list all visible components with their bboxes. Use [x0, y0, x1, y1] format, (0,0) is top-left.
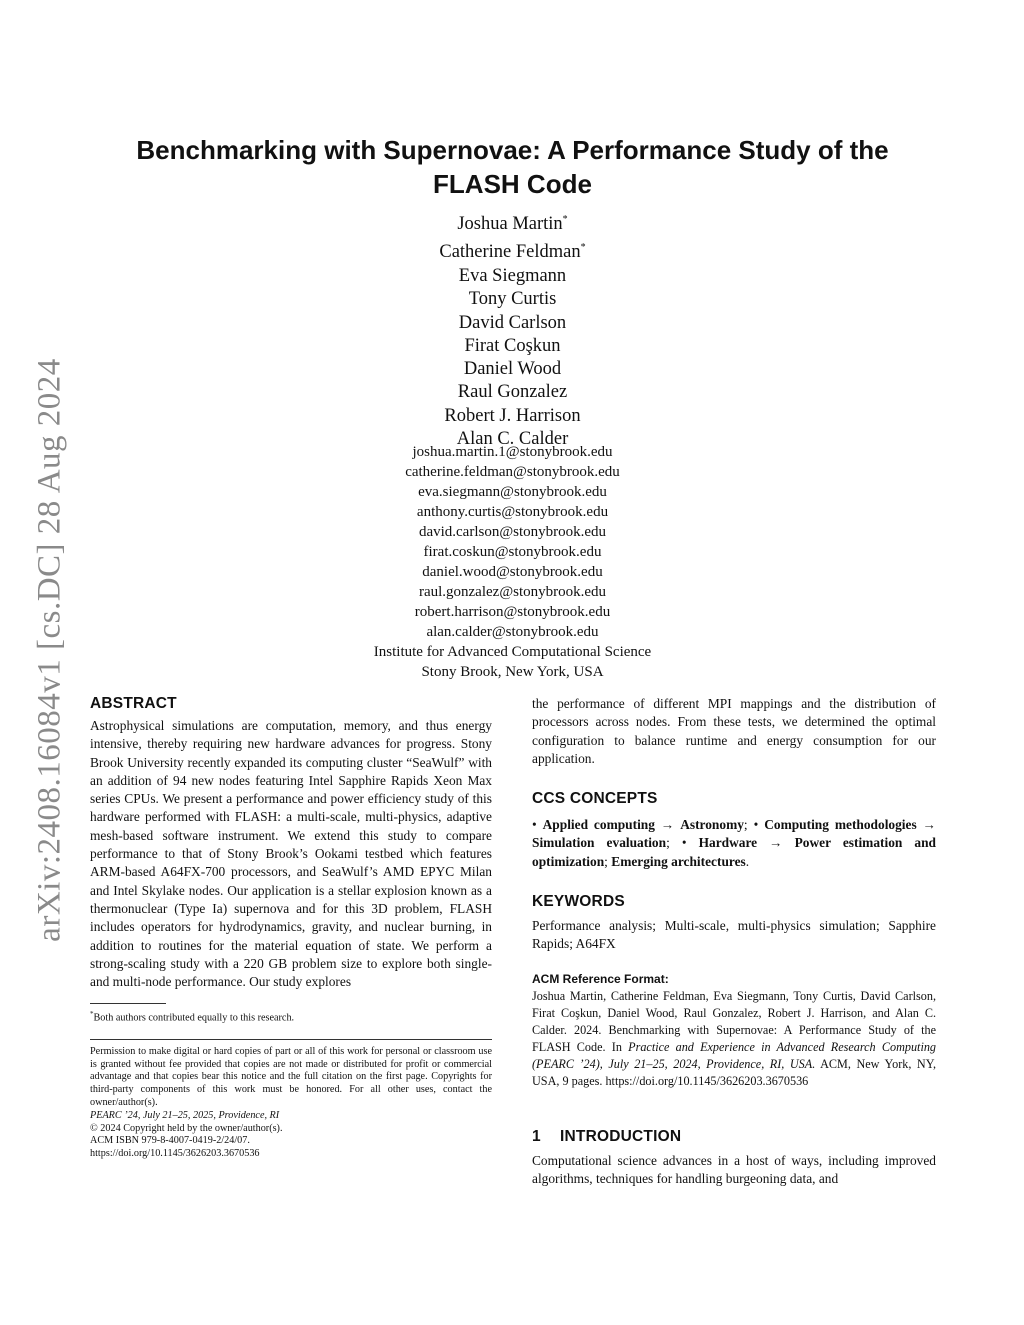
section-number: 1 — [532, 1127, 541, 1145]
author-email[interactable]: firat.coskun@stonybrook.edu — [423, 544, 602, 560]
reference-format-heading: ACM Reference Format: — [532, 971, 669, 986]
affiliation-institute: Institute for Advanced Computational Science — [373, 644, 652, 660]
author-list — [90, 208, 935, 451]
author: Daniel Wood — [463, 359, 562, 380]
footnote-mark: * — [90, 1010, 94, 1019]
author-email[interactable]: eva.siegmann@stonybrook.edu — [418, 484, 607, 500]
author: Alan C. Calder — [456, 428, 569, 449]
footnote-divider — [90, 1003, 166, 1004]
footnote — [90, 1008, 492, 1024]
paper-title — [90, 133, 935, 201]
author-email[interactable]: joshua.martin.1@stonybrook.edu — [412, 444, 613, 460]
title-line-2: FLASH Code — [433, 169, 592, 199]
reference-format-text: Joshua Martin, Catherine Feldman, Eva Siegmann, Tony Curtis, David Carlson, Firat Coşkun, Daniel Wood, Raul Gonzalez, Robert J. Harrison, and Alan C. Calder. 2024. Benchmarking with Supernovae: A Performance Study of the FLASH Code. In Practice and Experience in Advanced Research Computing (PEARC ’24), July 21–25, 2024, Providence, RI, USA. ACM, New York, NY, USA, 9 pages. https://doi.org/10.1145/3626203.3670536 — [532, 988, 937, 1088]
section-title: INTRODUCTION — [560, 1127, 682, 1145]
permission-notice: Permission to make digital or hard copies of part or all of this work for personal or classroom use is granted without fee provided that copies are not made or distributed for profit or commercial advantage and that copies bear this notice and the full citation on the first page. Copyrights for third-party components of this work must be honored. For all other uses, contact the owner/author(s). — [90, 1045, 492, 1109]
footnote-text: Both authors contributed equally to this research. — [93, 1012, 295, 1024]
email-list — [90, 442, 935, 642]
author: Joshua Martin* — [457, 214, 568, 235]
ccs-concepts: • Applied computing → Astronomy; • Computing methodologies → Simulation evaluation; • Hardware → Power estimation and optimization; Emerging architectures. — [532, 817, 936, 869]
author-email[interactable]: raul.gonzalez@stonybrook.edu — [418, 584, 607, 600]
author: Eva Siegmann — [458, 265, 567, 286]
abstract-text: Astrophysical simulations are computation, memory, and thus energy intensive, thereby requiring new hardware advances for progress. Stony Brook University recently expanded its computing cluster “SeaWulf” with an addition of 94 new nodes featuring Intel Sapphire Rapids Xeon Max series CPUs. We present a performance and power efficiency study of this hardware performed with FLASH: a multi-scale, multi-physics, adaptive mesh-based software instrument. We extend this study to compare performance to that of Stony Brook’s Ookami testbed which features ARM-based A64FX-700 processors, and SeaWulf’s AMD EPYC Milan and Intel Skylake nodes. Our application is a stellar explosion known as a thermonuclear (Type Ia) supernova and for this 3D problem, FLASH includes operators for hydrodynamics, gravity, and nuclear burning, in addition to routines for the material equation of state. We perform a strong-scaling study with a 220 GB problem size to explore both single- and multi-node performance. Our study explores — [90, 718, 492, 990]
arxiv-id: arXiv:2408.16084v1 [cs.DC] 28 Aug 2024 — [31, 358, 68, 942]
author-email[interactable]: alan.calder@stonybrook.edu — [426, 624, 599, 640]
doi-link[interactable]: https://doi.org/10.1145/3626203.3670536 — [90, 1148, 260, 1160]
ccs-heading: CCS CONCEPTS — [532, 790, 658, 808]
arxiv-sidebar-stamp — [30, 350, 70, 950]
affiliation — [90, 642, 935, 682]
affiliation-location: Stony Brook, New York, USA — [421, 664, 604, 680]
ccs-section — [532, 790, 936, 871]
author-email[interactable]: daniel.wood@stonybrook.edu — [422, 564, 603, 580]
venue-line: PEARC ’24, July 21–25, 2025, Providence, RI — [90, 1109, 280, 1121]
keywords-text: Performance analysis; Multi-scale, multi-physics simulation; Sapphire Rapids; A64FX — [532, 918, 936, 952]
author-email[interactable]: catherine.feldman@stonybrook.edu — [405, 464, 620, 480]
keywords-heading: KEYWORDS — [532, 893, 625, 911]
author: Raul Gonzalez — [457, 382, 568, 403]
author-email[interactable]: anthony.curtis@stonybrook.edu — [416, 504, 609, 520]
author-email[interactable]: david.carlson@stonybrook.edu — [418, 524, 607, 540]
left-column — [90, 695, 492, 1161]
permission-divider — [90, 1039, 492, 1040]
introduction-heading — [532, 1128, 936, 1146]
title-line-1: Benchmarking with Supernovae: A Performance Study of the — [136, 135, 889, 165]
isbn-line: ACM ISBN 979-8-4007-0419-2/24/07. — [90, 1135, 250, 1147]
author: Firat Coşkun — [464, 335, 561, 356]
copyright-line: © 2024 Copyright held by the owner/author(s). — [90, 1122, 283, 1134]
author: Tony Curtis — [468, 289, 557, 310]
author: Robert J. Harrison — [444, 405, 581, 426]
author-email[interactable]: robert.harrison@stonybrook.edu — [414, 604, 611, 620]
author: Catherine Feldman* — [439, 242, 586, 263]
abstract-continuation: the performance of different MPI mappings and the distribution of processors across nodes. From these tests, we determined the optimal configuration to balance runtime and energy consumption for our application. — [532, 696, 936, 766]
introduction-text: Computational science advances in a host of ways, including improved algorithms, techniques for handling burgeoning data, and — [532, 1152, 936, 1186]
author: David Carlson — [458, 312, 567, 333]
keywords-section — [532, 893, 936, 954]
right-column — [532, 695, 936, 1188]
abstract-heading: ABSTRACT — [90, 695, 177, 712]
